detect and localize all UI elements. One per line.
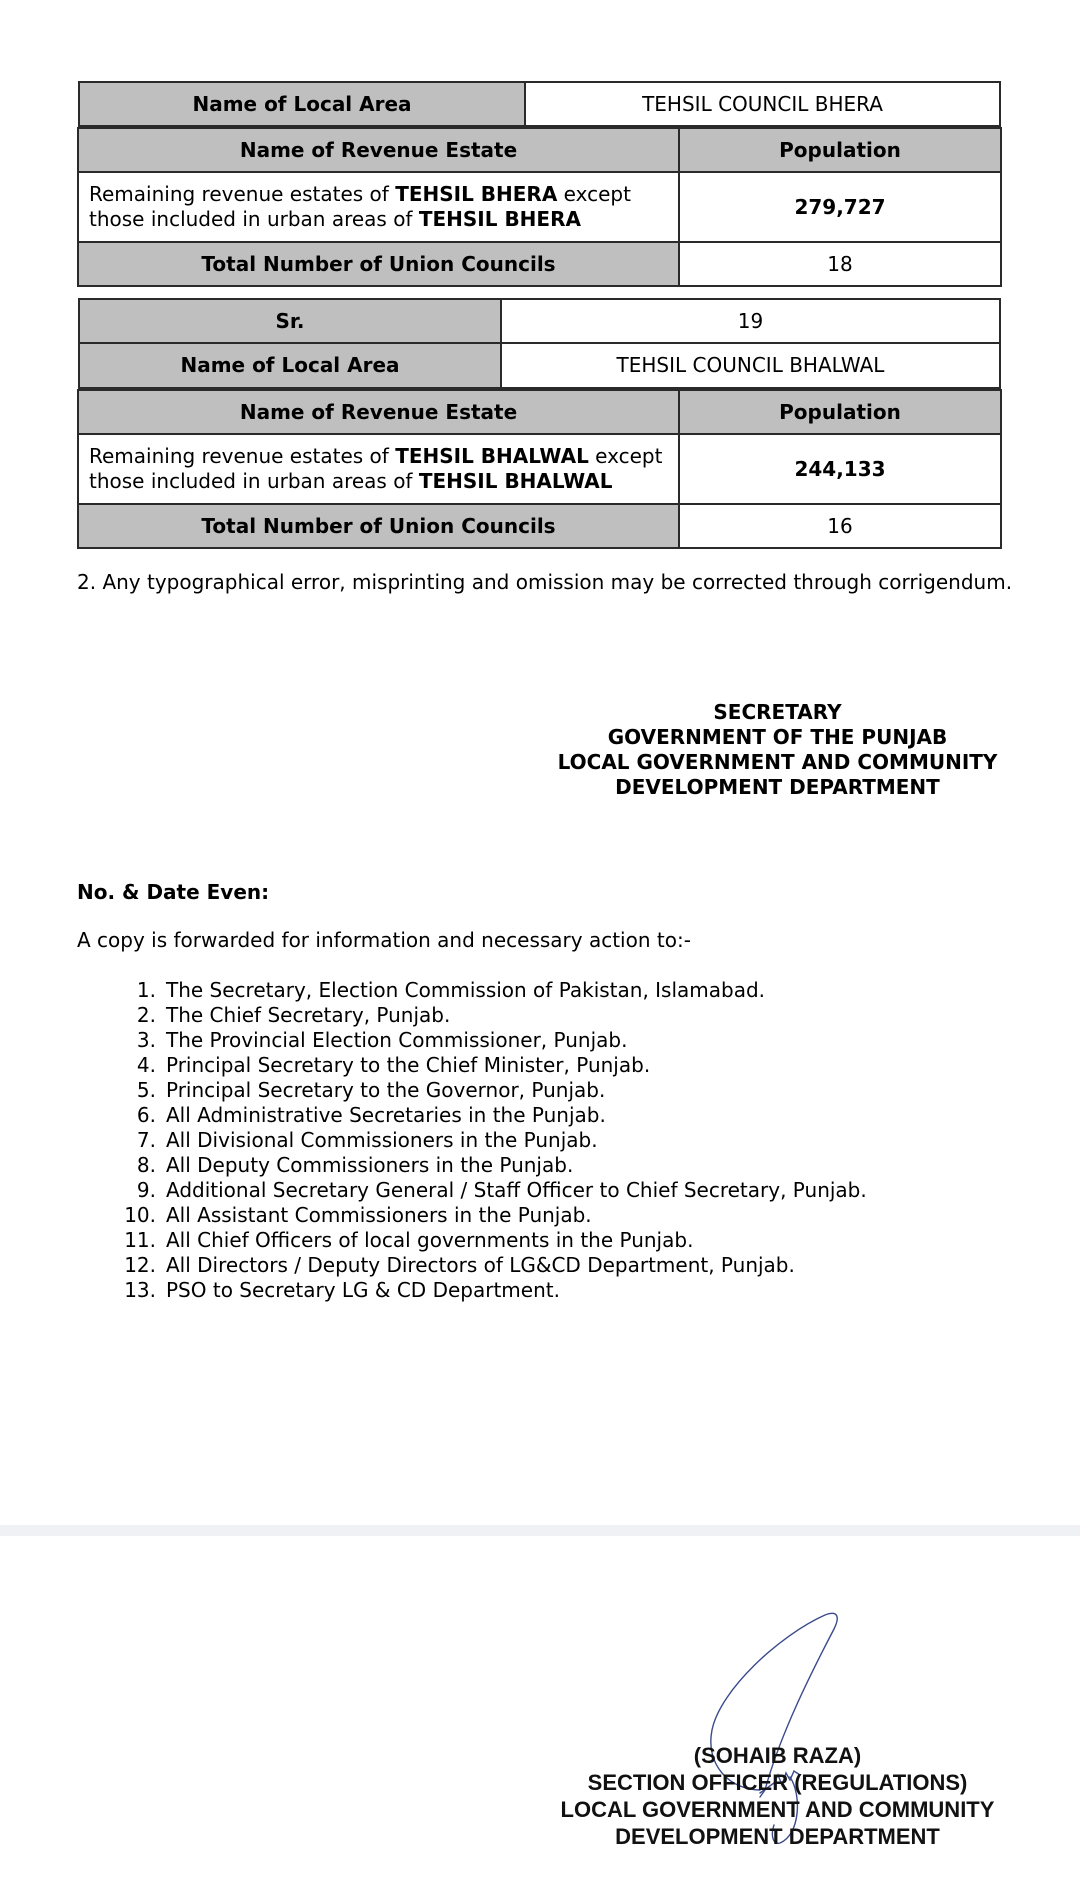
page-separator <box>0 1525 1080 1536</box>
signatory-department-line-1: LOCAL GOVERNMENT AND COMMUNITY <box>560 1797 995 1822</box>
revenue-estate-header: Name of Revenue Estate <box>78 128 679 172</box>
list-item <box>110 1253 867 1278</box>
government-name: GOVERNMENT OF THE PUNJAB <box>607 725 948 749</box>
list-item <box>110 1028 867 1053</box>
list-number: 7. <box>136 1128 156 1152</box>
sr-value: 19 <box>501 299 1000 343</box>
list-number: 13. <box>124 1278 156 1302</box>
list-number: 1. <box>136 978 156 1002</box>
corrigendum-note: 2. Any typographical error, misprinting and omission may be corrected through corrigendum. <box>77 570 1013 594</box>
no-and-date: No. & Date Even: <box>77 880 270 904</box>
list-number: 3. <box>136 1028 156 1052</box>
population-header: Population <box>679 128 1001 172</box>
local-area-label: Name of Local Area <box>79 82 525 126</box>
union-councils-value: 16 <box>679 504 1001 548</box>
list-number: 12. <box>124 1253 156 1277</box>
list-number: 2. <box>136 1003 156 1027</box>
revenue-estate-description <box>78 434 679 504</box>
list-number: 5. <box>136 1078 156 1102</box>
list-text: The Secretary, Election Commission of Pakistan, Islamabad. <box>166 978 766 1002</box>
department-line-2: DEVELOPMENT DEPARTMENT <box>615 775 940 799</box>
local-area-value: TEHSIL COUNCIL BHERA <box>525 82 1000 126</box>
estate-text-part: Remaining revenue estates of <box>89 182 396 206</box>
sr-label: Sr. <box>79 299 501 343</box>
list-item <box>110 1153 867 1178</box>
list-text: All Chief Officers of local governments in the Punjab. <box>166 1228 694 1252</box>
tehsil-name: TEHSIL BHERA <box>418 207 581 231</box>
list-text: All Assistant Commissioners in the Punjab. <box>166 1203 592 1227</box>
population-value: 244,133 <box>679 434 1001 504</box>
list-item <box>110 1103 867 1128</box>
tehsil-name: TEHSIL BHALWAL <box>395 444 589 468</box>
list-text: All Administrative Secretaries in the Punjab. <box>166 1103 606 1127</box>
list-number: 8. <box>136 1153 156 1177</box>
list-text: Principal Secretary to the Chief Minister, Punjab. <box>166 1053 651 1077</box>
union-councils-label: Total Number of Union Councils <box>78 504 679 548</box>
estate-text-part: except those included in urban areas of <box>89 182 631 231</box>
population-header: Population <box>679 390 1001 434</box>
list-item <box>110 1178 867 1203</box>
estate-text-part: except those included in urban areas of <box>89 444 663 493</box>
list-number: 9. <box>136 1178 156 1202</box>
tehsil-bhera-table <box>77 81 1002 287</box>
list-text: All Deputy Commissioners in the Punjab. <box>166 1153 574 1177</box>
tehsil-name: TEHSIL BHERA <box>395 182 558 206</box>
tehsil-bhalwal-table <box>77 298 1002 549</box>
union-councils-value: 18 <box>679 242 1001 286</box>
list-item <box>110 1228 867 1253</box>
list-text: Principal Secretary to the Governor, Punjab. <box>166 1078 606 1102</box>
copy-forwarded-text: A copy is forwarded for information and necessary action to:- <box>77 928 691 952</box>
list-item <box>110 1203 867 1228</box>
section-officer-signature-block <box>540 1742 1015 1850</box>
signatory-department-line-2: DEVELOPMENT DEPARTMENT <box>615 1824 940 1849</box>
list-text: The Provincial Election Commissioner, Punjab. <box>166 1028 628 1052</box>
list-text: All Directors / Deputy Directors of LG&CD Department, Punjab. <box>166 1253 795 1277</box>
department-line-1: LOCAL GOVERNMENT AND COMMUNITY <box>557 750 998 774</box>
local-area-value: TEHSIL COUNCIL BHALWAL <box>501 343 1000 388</box>
distribution-list <box>110 978 867 1303</box>
list-item <box>110 1003 867 1028</box>
signatory-designation: SECTION OFFICER (REGULATIONS) <box>587 1770 968 1795</box>
estate-text-part: Remaining revenue estates of <box>89 444 396 468</box>
revenue-estate-header: Name of Revenue Estate <box>78 390 679 434</box>
list-item <box>110 978 867 1003</box>
list-number: 10. <box>124 1203 156 1227</box>
list-item <box>110 1278 867 1303</box>
list-text: PSO to Secretary LG & CD Department. <box>166 1278 560 1302</box>
list-item <box>110 1078 867 1103</box>
secretary-signature-block <box>540 700 1015 800</box>
list-number: 11. <box>124 1228 156 1252</box>
list-number: 6. <box>136 1103 156 1127</box>
list-text: Additional Secretary General / Staff Officer to Chief Secretary, Punjab. <box>166 1178 867 1202</box>
population-value: 279,727 <box>679 172 1001 242</box>
revenue-estate-description <box>78 172 679 242</box>
union-councils-label: Total Number of Union Councils <box>78 242 679 286</box>
local-area-label: Name of Local Area <box>79 343 501 388</box>
tehsil-name: TEHSIL BHALWAL <box>418 469 613 493</box>
list-number: 4. <box>136 1053 156 1077</box>
list-text: All Divisional Commissioners in the Punjab. <box>166 1128 598 1152</box>
list-item <box>110 1053 867 1078</box>
secretary-title: SECRETARY <box>713 700 842 724</box>
list-item <box>110 1128 867 1153</box>
signatory-name: (SOHAIB RAZA) <box>693 1743 862 1768</box>
list-text: The Chief Secretary, Punjab. <box>166 1003 451 1027</box>
